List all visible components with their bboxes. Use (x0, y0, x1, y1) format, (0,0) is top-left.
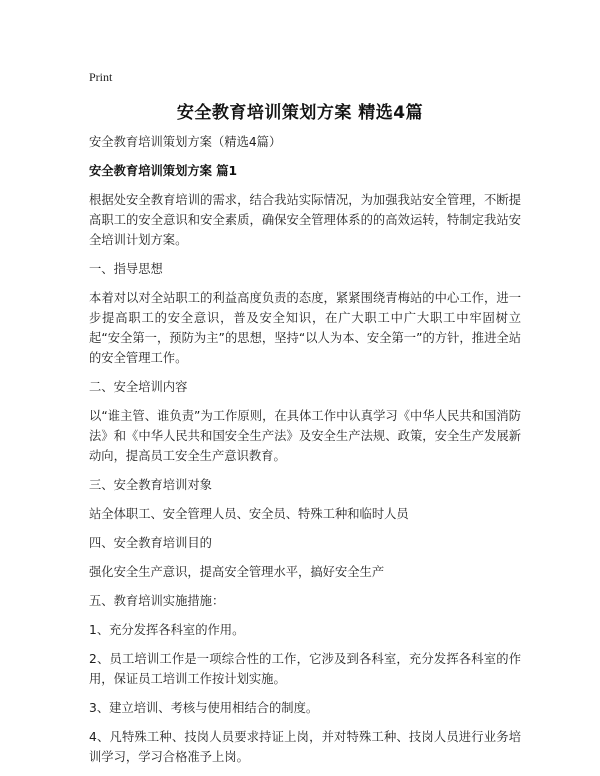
print-link[interactable]: Print (89, 70, 113, 84)
section-heading-training-content: 二、安全培训内容 (89, 380, 188, 394)
measure-item-1: 1、充分发挥各科室的作用。 (89, 623, 245, 637)
section-heading-training-audience: 三、安全教育培训对象 (89, 478, 212, 492)
training-audience-paragraph: 站全体职工、安全管理人员、安全员、特殊工种和临时人员 (89, 507, 409, 521)
article-heading: 安全教育培训策划方案 篇1 (89, 164, 238, 178)
document-subtitle: 安全教育培训策划方案（精选4篇） (89, 135, 282, 149)
measure-item-4: 4、凡特殊工种、技岗人员要求持证上岗，并对特殊工种、技岗人员进行业务培训学习，学习合格准予上岗。 (89, 730, 521, 764)
training-content-paragraph: 以“谁主管、谁负责”为工作原则，在具体工作中认真学习《中华人民共和国消防法》和《中华人民共和国安全生产法》及安全生产法规、政策，安全生产发展新动向，提高员工安全生产意识教育。 (89, 409, 521, 463)
document-body (89, 132, 521, 776)
page-title: 安全教育培训策划方案 精选4篇 (176, 103, 424, 123)
measure-item-3: 3、建立培训、考核与使用相结合的制度。 (89, 701, 319, 715)
intro-paragraph: 根据处安全教育培训的需求，结合我站实际情况，为加强我站安全管理，不断提高职工的安全意识和安全素质，确保安全管理体系的的高效运转，特制定我站安全培训计划方案。 (89, 193, 521, 247)
section-heading-training-purpose: 四、安全教育培训目的 (89, 536, 212, 550)
training-purpose-paragraph: 强化安全生产意识，提高安全管理水平，搞好安全生产 (89, 565, 385, 579)
measure-item-2: 2、员工培训工作是一项综合性的工作，它涉及到各科室，充分发挥各科室的作用，保证员工培训工作按计划实施。 (89, 652, 521, 686)
section-heading-guiding-ideology: 一、指导思想 (89, 262, 163, 276)
guiding-ideology-paragraph: 本着对以对全站职工的利益高度负责的态度，紧紧围绕青梅站的中心工作，进一步提高职工的安全意识，普及安全知识，在广大职工中广大职工中牢固树立起“安全第一，预防为主”的思想，坚持“以人为本、安全第一”的方针，推进全站的安全管理工作。 (89, 291, 521, 365)
section-heading-implementation-measures: 五、教育培训实施措施： (89, 594, 225, 608)
